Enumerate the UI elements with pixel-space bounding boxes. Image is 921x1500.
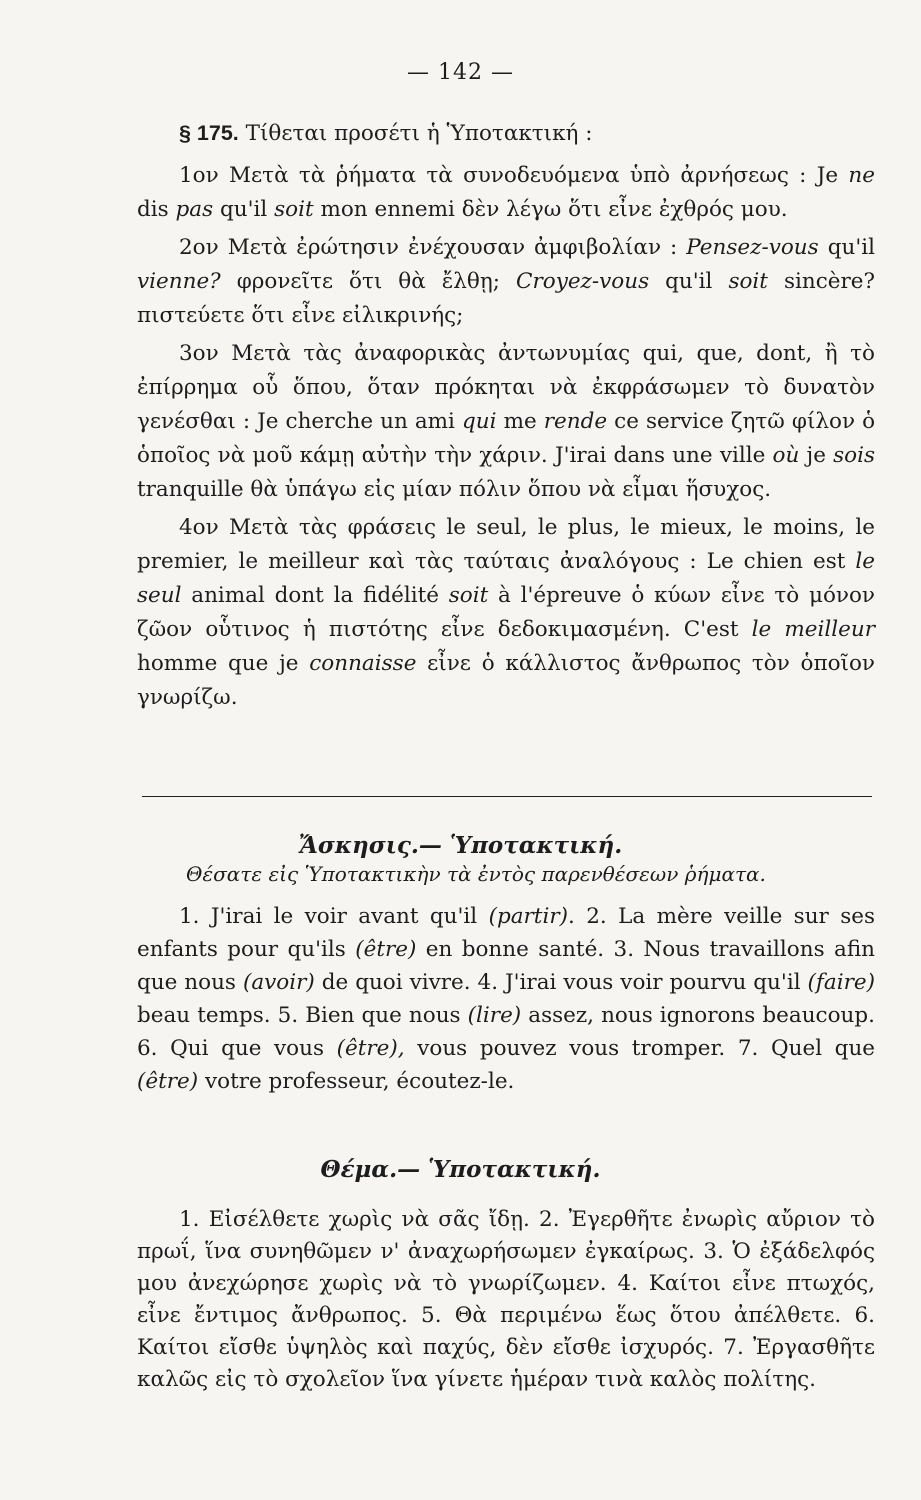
exercise-verb: (être)	[137, 1069, 199, 1094]
exercise-verb: (être),	[336, 1036, 405, 1061]
theme-body	[137, 1204, 875, 1396]
section-heading-text: Τίθεται προσέτι ἡ Ὑποτακτική :	[245, 121, 593, 146]
exercise-text: . 2. La mère veille sur ses enfants pour qu'ils	[137, 904, 875, 962]
rule-2-label: 2ον	[179, 235, 219, 260]
example-italic: le meilleur	[751, 617, 875, 642]
example-italic: soit	[274, 197, 314, 222]
example-text: qu'il	[827, 235, 875, 260]
example-italic: où	[772, 443, 800, 468]
divider-line	[142, 796, 872, 797]
exercise-verb: (avoir)	[242, 970, 315, 995]
exercise-sentences	[137, 900, 875, 1098]
example-text: homme que je	[137, 651, 299, 676]
example-text: mon ennemi	[320, 197, 455, 222]
exercise-title: Ἄσκησις.— Ὑποτακτική.	[298, 832, 623, 859]
example-italic: soit	[728, 269, 768, 294]
rule-1-intro: Μετὰ τὰ ῥήματα τὰ συνοδευόμενα ὑπὸ ἀρνήσεως :	[229, 163, 807, 188]
example-text: C'est	[683, 617, 739, 642]
rule-2	[137, 231, 875, 333]
example-italic: pas	[175, 197, 214, 222]
example-text: dis	[137, 197, 169, 222]
rule-4	[137, 511, 875, 715]
translation: ὁ κύων εἶνε τὸ μόνον ζῶον οὗτινος ἡ πιστότης εἶνε δεδοκιμασμένη.	[137, 583, 876, 642]
example-text: ce service	[614, 409, 724, 434]
example-text: Je	[816, 163, 839, 188]
page-number: — 142 —	[407, 60, 514, 85]
exercise-text: 1. J'irai le voir avant qu'il	[179, 904, 478, 929]
example-text: qu'il	[220, 197, 268, 222]
translation: εἶνε ὁ κάλλιστος ἄνθρωπος τὸν ὁποῖον γνωρίζω.	[137, 651, 875, 710]
exercise-body	[137, 900, 875, 1098]
example-text: Le chien est	[706, 549, 846, 574]
example-italic: le seul	[137, 549, 875, 608]
exercise-verb: (partir)	[488, 904, 568, 929]
section-heading	[137, 116, 875, 151]
translation: δὲν λέγω ὅτι εἶνε ἐχθρός μου.	[461, 197, 788, 222]
example-italic: sois	[833, 443, 876, 468]
example-text: animal dont la fidélité	[191, 583, 439, 608]
example-text: Je cherche un ami	[257, 409, 455, 434]
exercise-text: de quoi vivre. 4. J'irai vous voir pourvu qu'il	[321, 970, 801, 995]
translation: ζητῶ φίλον ὁ ὁποῖος νὰ μοῦ κάμῃ αὐτὴν τὴν χάριν.	[137, 409, 876, 468]
exercise-text: votre professeur, écoutez-le.	[204, 1069, 515, 1094]
example-text: me	[503, 409, 537, 434]
rule-2-intro: Μετὰ ἐρώτησιν ἐνέχουσαν ἀμφιβολίαν :	[227, 235, 678, 260]
exercise-text: en bonne santé. 3. Nous travaillons afin que nous	[137, 937, 876, 995]
theme-title: Θέμα.— Ὑποτακτική.	[320, 1156, 601, 1183]
exercise-verb: (être)	[355, 937, 417, 962]
example-italic: rende	[543, 409, 608, 434]
rule-3-intro: Μετὰ τὰς ἀναφορικὰς ἀντωνυμίας qui, que, dont, ἢ τὸ ἐπίρρημα οὗ ὅπου, ὅταν πρόκηται νὰ ἐκφράσωμεν τὸ δυνατὸν γενέσθαι :	[137, 341, 875, 434]
translation: πιστεύετε ὅτι εἶνε εἰλικρινής;	[137, 303, 464, 328]
example-text: tranquille	[137, 477, 244, 502]
example-text: je	[806, 443, 826, 468]
exercise-verb: (faire)	[807, 970, 875, 995]
rule-1	[137, 159, 875, 227]
exercise-text: assez, nous ignorons beaucoup. 6. Qui que vous	[137, 1003, 875, 1061]
example-italic: ne	[848, 163, 875, 188]
rule-3	[137, 337, 875, 507]
rule-3-label: 3ον	[179, 341, 219, 366]
rule-1-label: 1ον	[179, 163, 219, 188]
rule-4-intro: Μετὰ τὰς φράσεις le seul, le plus, le mieux, le moins, le premier, le meilleur καὶ τὰς ταύταις ἀναλόγους :	[137, 515, 875, 574]
exercise-text: vous pouvez vous tromper. 7. Quel que	[417, 1036, 876, 1061]
example-italic: qui	[462, 409, 497, 434]
example-italic: vienne?	[137, 269, 221, 294]
exercise-verb: (lire)	[467, 1003, 522, 1028]
example-italic: Pensez-vous	[686, 235, 819, 260]
translation: θὰ ὑπάγω εἰς μίαν πόλιν ὅπου νὰ εἶμαι ἥσυχος.	[250, 477, 772, 502]
translation: φρονεῖτε ὅτι θὰ ἔλθῃ;	[236, 269, 500, 294]
grammar-section	[137, 116, 875, 715]
theme-sentences: 1. Εἰσέλθετε χωρὶς νὰ σᾶς ἴδῃ. 2. Ἐγερθῆτε ἐνωρὶς αὔριον τὸ πρωΐ, ἵνα συνηθῶμεν ν' ἀναχωρήσωμεν ἐγκαίρως. 3. Ὁ ἐξάδελφός μου ἀνεχώρησε χωρὶς νὰ τὸ γνωρίζωμεν. 4. Καίτοι εἶνε πτωχός, εἶνε ἔντιμος ἄνθρωπος. 5. Θὰ περιμένω ἕως ὅτου ἀπέλθετε. 6. Καίτοι εἴσθε ὑψηλὸς καὶ παχύς, δὲν εἴσθε ἰσχυρός. 7. Ἐργασθῆτε καλῶς εἰς τὸ σχολεῖον ἵνα γίνετε ἡμέραν τινὰ καλὸς πολίτης.	[137, 1207, 875, 1392]
example-italic: Croyez-vous	[516, 269, 650, 294]
example-italic: soit	[448, 583, 489, 608]
example-text: J'irai dans une ville	[554, 443, 766, 468]
rule-4-label: 4ον	[179, 515, 219, 540]
exercise-text: beau temps. 5. Bien que nous	[137, 1003, 461, 1028]
example-text: sincère?	[783, 269, 876, 294]
exercise-instruction: Θέσατε εἰς Ὑποτακτικὴν τὰ ἐντὸς παρενθέσεων ῥήματα.	[186, 862, 766, 886]
example-text: qu'il	[665, 269, 713, 294]
example-italic: connaisse	[309, 651, 417, 676]
example-text: à l'épreuve	[498, 583, 622, 608]
section-number: § 175.	[179, 121, 239, 145]
